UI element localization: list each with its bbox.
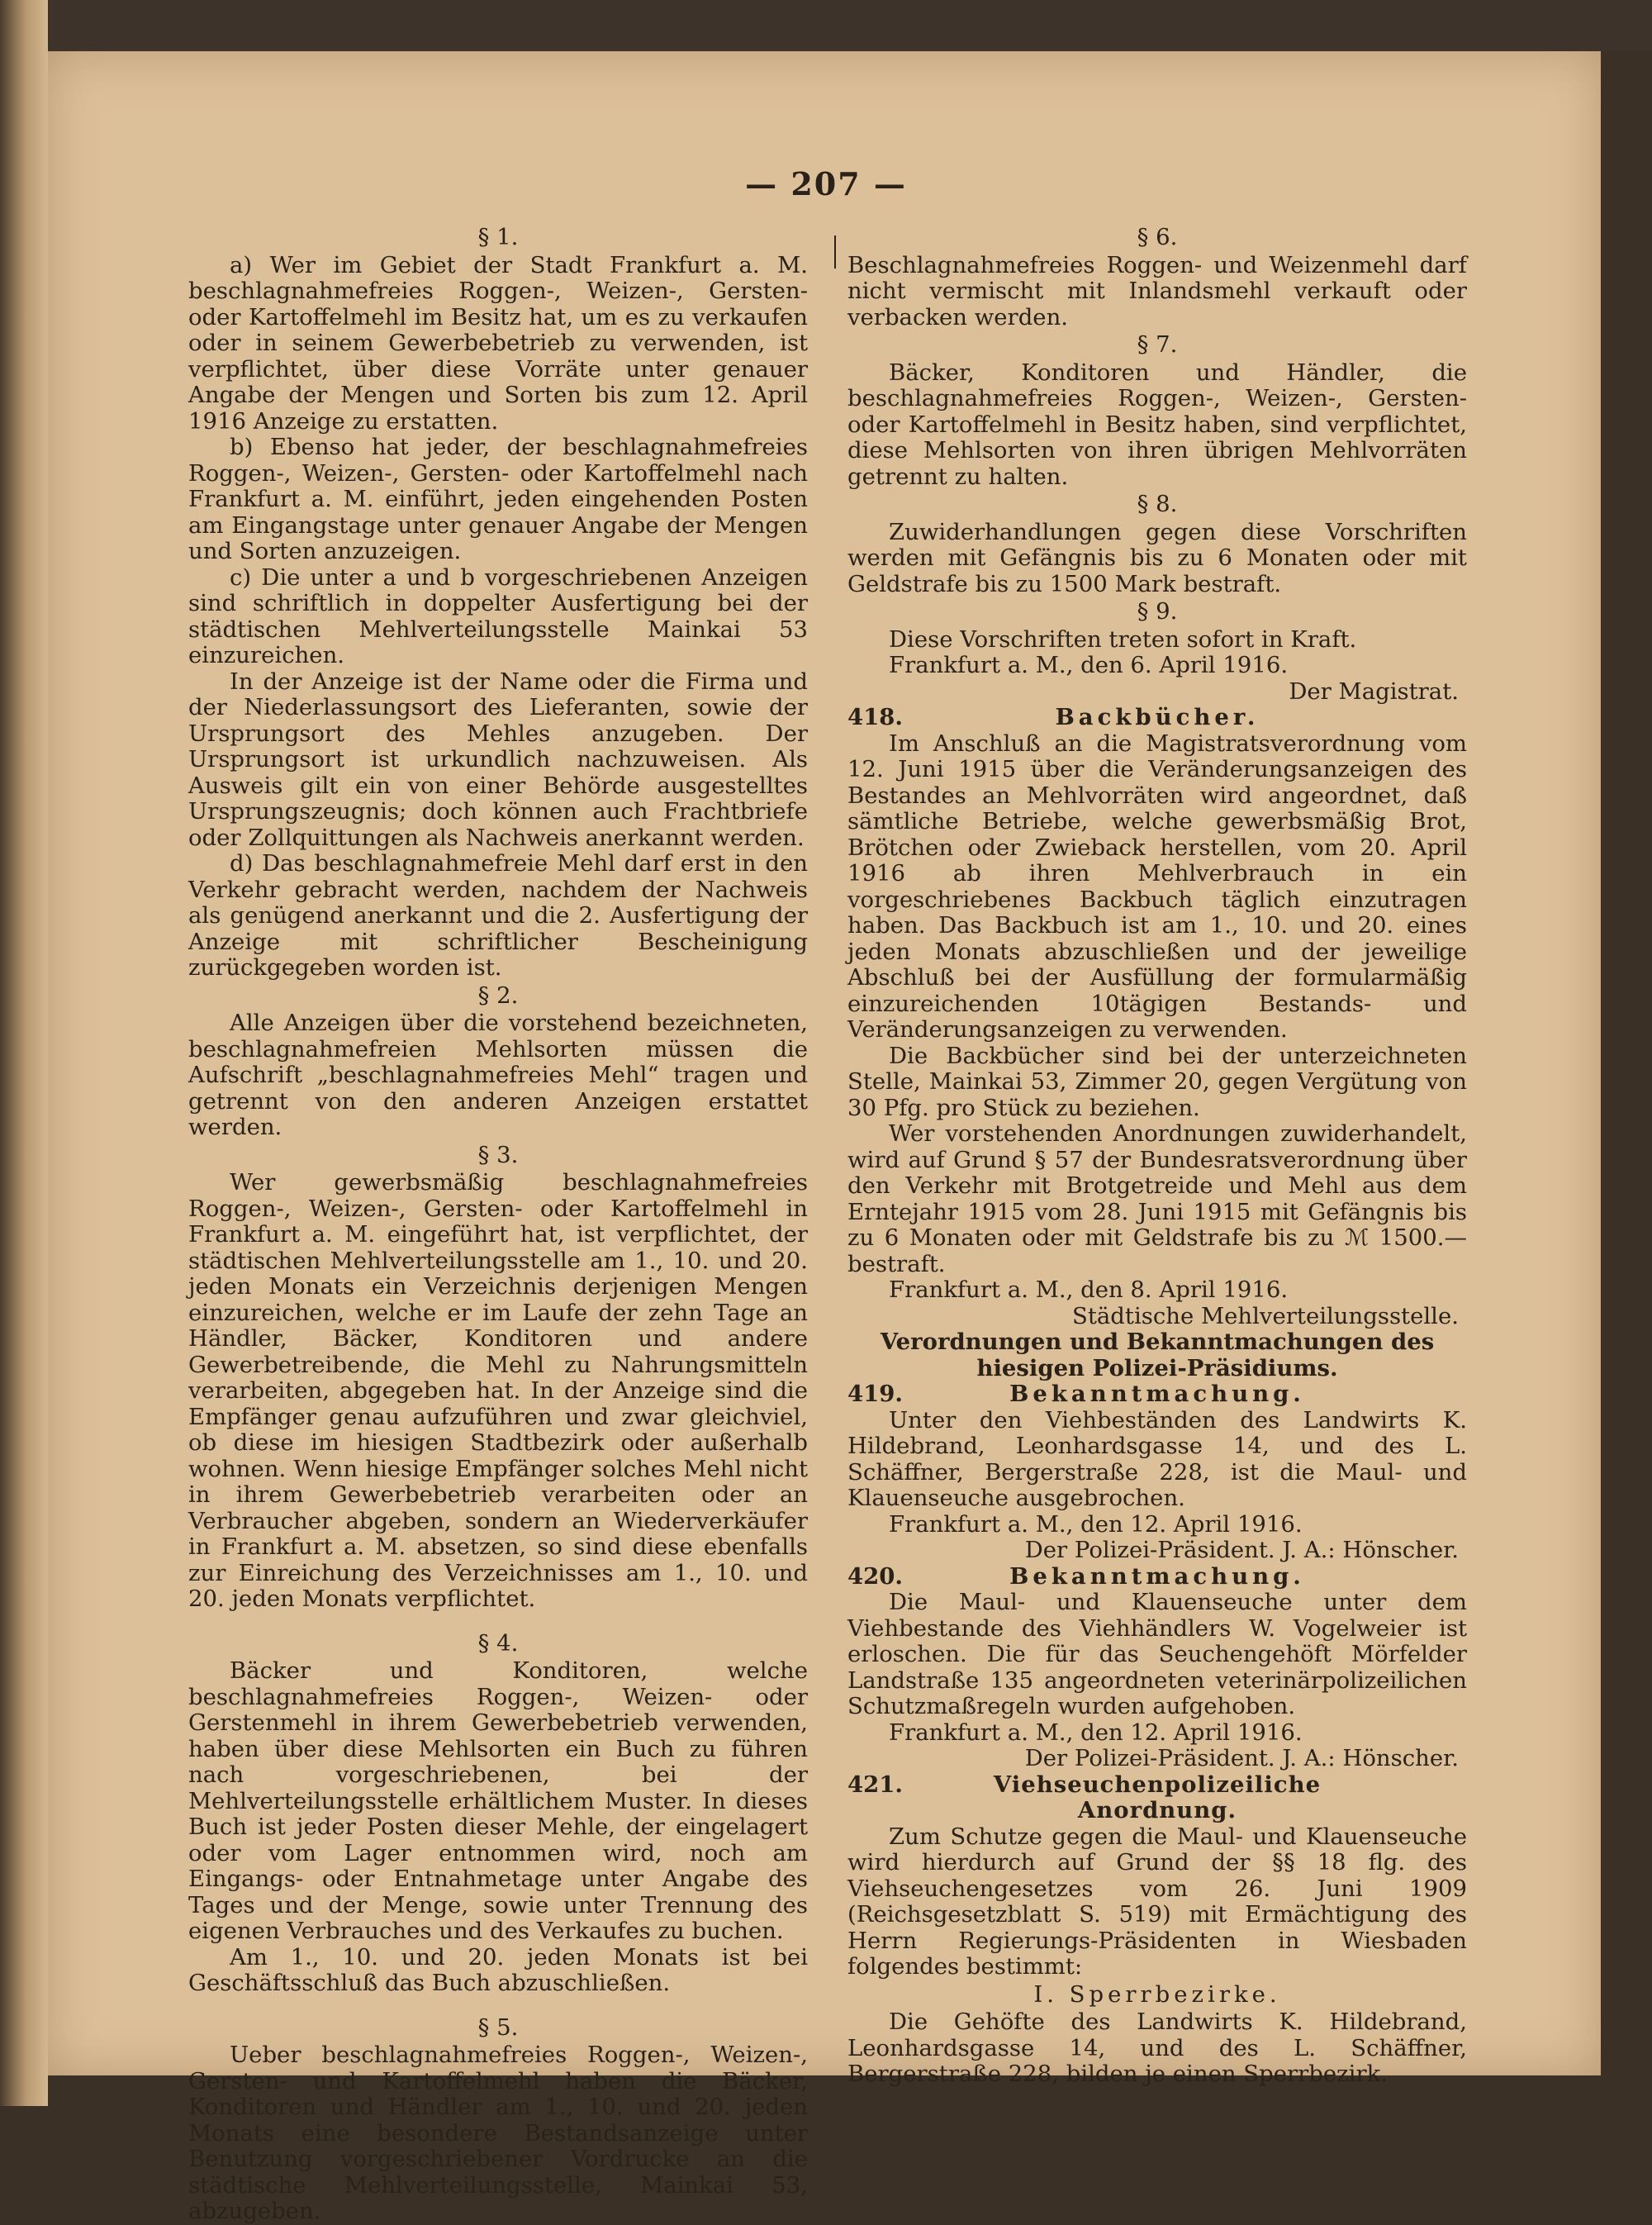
date-line: Frankfurt a. M., den 6. April 1916.: [889, 652, 1289, 678]
paragraph: Ueber beschlagnahmefreies Roggen-, Weizen-, Gersten- und Kartoffelmehl haben die Bäcker, Konditoren und Händler am 1., 10. und 20. jeden Monats eine besondere Bestandsanzeige unter Benutzung vorgeschriebener Vordrucke an die städtische Mehlverteilungsstelle, Mainkai 53, abzugeben.: [188, 2042, 808, 2224]
date-line: Frankfurt a. M., den 12. April 1916.: [889, 1719, 1303, 1746]
paragraph: Wer gewerbsmäßig beschlagnahmefreies Roggen-, Weizen-, Gersten- oder Kartoffelmehl in Frankfurt a. M. eingeführt hat, ist verpflichtet, der städtischen Mehlverteilungsstelle am 1., 10. und 20. jeden Monats ein Verzeichnis derjenigen Mengen einzureichen, welche er im Laufe der zehn Tage an Händler, Bäcker, Konditoren und andere Gewerbetreibende, die Mehl zu Nahrungsmitteln verarbeiten, abgegeben hat. In der Anzeige sind die Empfänger genau aufzuführen und zwar gleichviel, ob diese im hiesigen Stadtbezirk oder außerhalb wohnen. Wenn hiesige Empfänger solches Mehl nicht in ihrem Gewerbebetrieb verarbeiten oder an Verbraucher abgeben, sondern an Wiederverkäufer in Frankfurt a. M. absetzen, so sind diese ebenfalls zur Einreichung des Verzeichnisses am 1., 10. und 20. jeden Monats verpflichtet.: [188, 1169, 808, 1612]
notice-title: Viehseuchenpolizeiliche Anordnung.: [993, 1771, 1322, 1823]
paragraph: Am 1., 10. und 20. jeden Monats ist bei Geschäftsschluß das Buch abzuschließen.: [188, 1943, 808, 1996]
section-heading: § 7.: [1137, 331, 1178, 358]
signature: Der Polizei-Präsident. J. A.: Hönscher.: [1024, 1745, 1459, 1771]
section-heading: § 2.: [477, 982, 519, 1009]
paragraph: a) Wer im Gebiet der Stadt Frankfurt a. M. beschlagnahmefreies Roggen-, Weizen-, Gersten- oder Kartoffelmehl im Besitz hat, um es zu verkaufen oder in seinem Gewerbebetrieb zu verwenden, ist verpflichtet, über diese Vorräte unter genauer Angabe der Mengen und Sorten bis zum 12. April 1916 Anzeige zu erstatten.: [188, 251, 808, 435]
paragraph: Zuwiderhandlungen gegen diese Vorschriften werden mit Gefängnis bis zu 6 Monaten oder mit Geldstrafe bis zu 1500 Mark bestraft.: [847, 518, 1467, 597]
notice-number: 418.: [847, 704, 903, 730]
notice-header: [847, 1381, 1467, 1408]
notice-number: 420.: [847, 1562, 903, 1590]
paragraph: Im Anschluß an die Magistratsverordnung vom 12. Juni 1915 über die Veränderungsanzeigen des Bestandes an Mehlvorräten wird angeordnet, daß sämtliche Betriebe, welche gewerbsmäßig Brot, Brötchen oder Zwieback herstellen, vom 20. April 1916 ab ihren Mehlverbrauch in ein vorgeschriebenes Backbuch täglich einzutragen haben. Das Backbuch ist am 1., 10. und 20. eines jeden Monats abzuschließen und der jeweilige Abschluß bei der Ausfüllung der formularmäßig einzureichenden 10tägigen Bestands- und Veränderungsanzeigen zu verwenden.: [847, 730, 1467, 1043]
paragraph: Alle Anzeigen über die vorstehend bezeichneten, beschlagnahmefreien Mehlsorten müssen die Aufschrift „beschlagnahmefreies Mehl“ tragen und getrennt von den anderen Anzeigen erstattet werden.: [188, 1010, 808, 1140]
paragraph: Bäcker, Konditoren und Händler, die beschlagnahmefreies Roggen-, Weizen-, Gersten- oder Kartoffelmehl in Besitz haben, sind verpflichtet, diese Mehlsorten von ihren übrigen Mehlvorräten getrennt zu halten.: [847, 359, 1467, 490]
book-spine: [0, 0, 48, 2106]
paragraph: Beschlagnahmefreies Roggen- und Weizenmehl darf nicht vermischt mit Inlandsmehl verkauft oder verbacken werden.: [847, 251, 1467, 330]
page-number: — 207 —: [745, 165, 907, 202]
notice-title: Bekanntmachung.: [1009, 1562, 1305, 1590]
date-line: Frankfurt a. M., den 12. April 1916.: [889, 1510, 1303, 1538]
paragraph: Bäcker und Konditoren, welche beschlagnahmefreies Roggen-, Weizen- oder Gerstenmehl in ihrem Gewerbebetrieb verwenden, haben über diese Mehlsorten ein Buch zu führen nach vorgeschriebenen, bei der Mehlverteilungsstelle erhältlichem Muster. In dieses Buch ist jeder Posten dieser Mehle, der eingelagert oder vom Lager entnommen wird, noch am Eingangs- oder Entnahmetage unter Angabe des Tages und der Menge, sowie unter Trennung des eigenen Verbrauches und des Verkaufes zu buchen.: [188, 1657, 808, 1944]
paragraph: Unter den Viehbeständen des Landwirts K. Hildebrand, Leonhardsgasse 14, und des L. Schäffner, Bergerstraße 228, ist die Maul- und Klauenseuche ausgebrochen.: [847, 1406, 1467, 1511]
section-heading: § 4.: [477, 1629, 519, 1657]
notice-number: 419.: [847, 1381, 903, 1407]
notice-title: Backbücher.: [1055, 704, 1260, 730]
section-heading: § 3.: [477, 1141, 519, 1168]
signature: Der Polizei-Präsident. J. A.: Hönscher.: [1024, 1537, 1459, 1563]
notice-header: [847, 705, 1467, 731]
section-heading: § 6.: [1137, 224, 1178, 250]
section-heading: § 5.: [477, 2013, 519, 2041]
scan-top-border: [0, 0, 1652, 51]
signature: Städtische Mehlverteilungsstelle.: [1072, 1302, 1459, 1329]
notice-title: Bekanntmachung.: [1009, 1381, 1305, 1407]
paragraph: d) Das beschlagnahmefreie Mehl darf erst in den Verkehr gebracht werden, nachdem der Nachweis als genügend anerkannt und die 2. Ausfertigung der Anzeige mit schriftlicher Bescheinigung zurückgegeben worden ist.: [188, 850, 808, 981]
police-section-heading: Verordnungen und Bekanntmachungen des hiesigen Polizei-Präsidiums.: [880, 1329, 1435, 1381]
column-divider: [834, 235, 836, 269]
notice-header: [847, 1564, 1467, 1590]
paragraph: c) Die unter a und b vorgeschriebenen Anzeigen sind schriftlich in doppelter Ausfertigung bei der städtischen Mehlverteilungsstelle Mainkai 53 einzureichen.: [188, 563, 808, 668]
paragraph: Die Backbücher sind bei der unterzeichneten Stelle, Mainkai 53, Zimmer 20, gegen Vergütung von 30 Pfg. pro Stück zu beziehen.: [847, 1042, 1467, 1121]
notice-header: [847, 1772, 1467, 1824]
section-heading: § 9.: [1137, 598, 1178, 625]
paragraph: b) Ebenso hat jeder, der beschlagnahmefreies Roggen-, Weizen-, Gersten- oder Kartoffelmehl nach Frankfurt a. M. einführt, jeden eingehenden Posten am Eingangstage unter genauer Angabe der Mengen und Sorten anzuzeigen.: [188, 434, 808, 564]
paragraph: Wer vorstehenden Anordnungen zuwiderhandelt, wird auf Grund § 57 der Bundesratsverordnung über den Verkehr mit Brotgetreide und Mehl aus dem Erntejahr 1915 vom 28. Juni 1915 mit Gefängnis bis zu 6 Monaten oder mit Geldstrafe bis zu ℳ 1500.— bestraft.: [847, 1120, 1467, 1277]
right-column: [847, 223, 1467, 2088]
paragraph: Die Gehöfte des Landwirts K. Hildebrand, Leonhardsgasse 14, und des L. Schäffner, Bergerstraße 228, bilden je einen Sperrbezirk.: [847, 2009, 1467, 2087]
date-line: Frankfurt a. M., den 8. April 1916.: [889, 1277, 1289, 1303]
paragraph: In der Anzeige ist der Name oder die Firma und der Niederlassungsort des Lieferanten, sowie der Ursprungsort des Mehles anzugeben. Der Ursprungsort ist urkundlich nachzuweisen. Als Ausweis gilt ein von einer Behörde ausgestelltes Ursprungszeugnis; doch können auch Frachtbriefe oder Zollquittungen als Nachweis anerkannt werden.: [188, 668, 808, 851]
paragraph: Diese Vorschriften treten sofort in Kraft.: [889, 625, 1357, 653]
section-heading: § 8.: [1137, 491, 1178, 517]
paragraph: Zum Schutze gegen die Maul- und Klauenseuche wird hierdurch auf Grund der §§ 18 flg. des Viehseuchengesetzes vom 26. Juni 1909 (Reichsgesetzblatt S. 519) mit Ermächtigung des Herrn Regierungs-Präsidenten in Wiesbaden folgendes bestimmt:: [847, 1823, 1467, 1980]
notice-number: 421.: [847, 1771, 903, 1798]
section-heading: § 1.: [477, 224, 519, 250]
paragraph: Die Maul- und Klauenseuche unter dem Viehbestande des Viehhändlers W. Vogelweier ist erloschen. Die für das Seuchengehöft Mörfelder Landstraße 135 angeordneten veterinärpolizeilichen Schutzmaßregeln wurden aufgehoben.: [847, 1589, 1467, 1719]
signature: Der Magistrat.: [1289, 677, 1459, 705]
left-column: [188, 223, 808, 2225]
subheading: I. Sperrbezirke.: [1033, 1980, 1281, 2008]
